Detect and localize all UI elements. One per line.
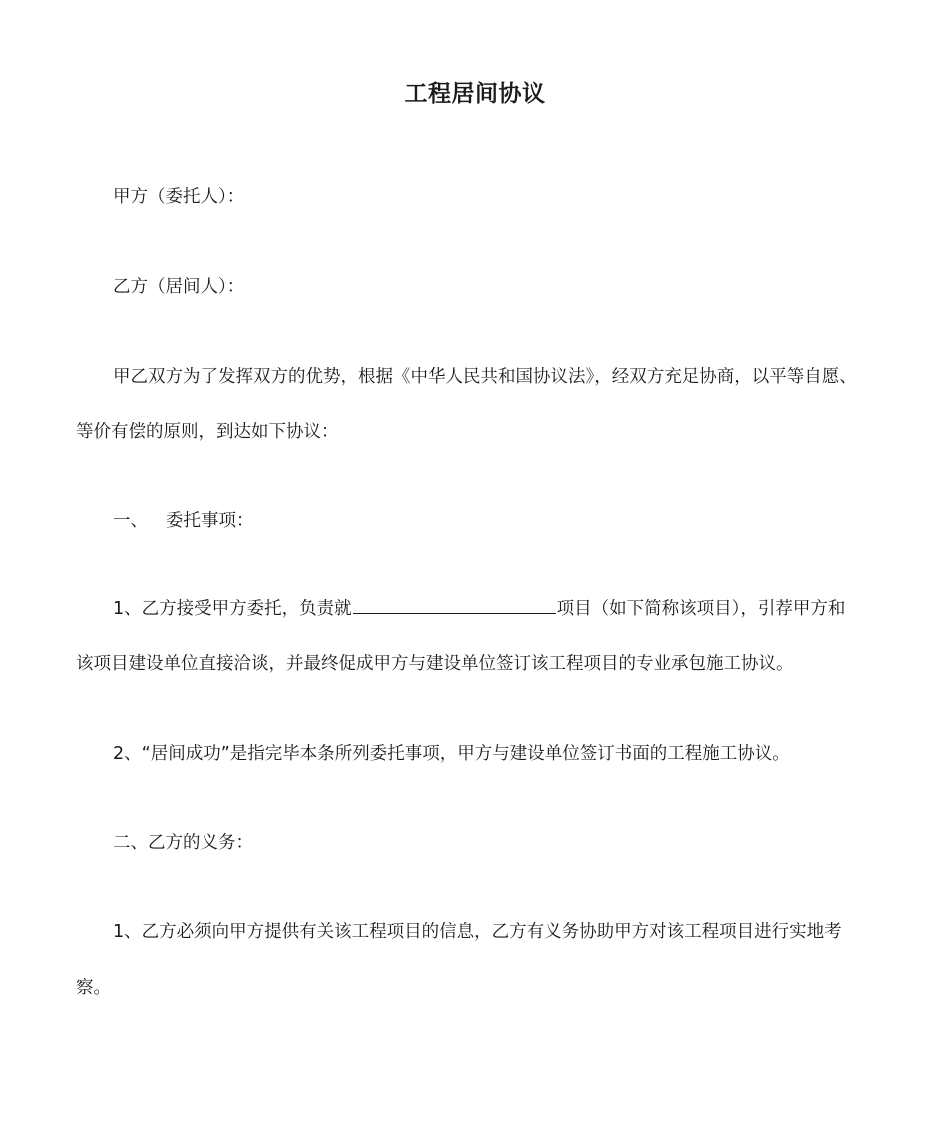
clause-1-1-line-1: [113, 597, 845, 621]
project-name-blank: [353, 597, 556, 614]
clause-1-1-line-2: 该项目建设单位直接洽谈，并最终促成甲方与建设单位签订该工程项目的专业承包施工协议。: [76, 654, 794, 674]
section-1-heading: [113, 509, 254, 533]
clause-1-1-prefix: 1、乙方接受甲方委托，负责就: [113, 599, 352, 619]
clause-1-1-suffix: 项目（如下简称该项目），引荐甲方和: [556, 599, 846, 619]
clause-2-1-line-2: 察。: [76, 978, 111, 998]
preamble-line-2: 等价有偿的原则，到达如下协议：: [76, 422, 339, 442]
section-2-heading: 二、乙方的义务：: [113, 833, 253, 853]
section-1-title: 委托事项：: [166, 511, 254, 531]
party-b-label: 乙方（居间人）：: [113, 277, 245, 297]
clause-1-2: 2、“居间成功”是指完毕本条所列委托事项，甲方与建设单位签订书面的工程施工协议。: [113, 744, 790, 764]
section-1-number: 一、: [113, 511, 148, 531]
document-title: 工程居间协议: [404, 81, 546, 107]
party-a-label: 甲方（委托人）：: [113, 187, 245, 207]
preamble-line-1: 甲乙双方为了发挥双方的优势，根据《中华人民共和国协议法》，经双方充足协商，以平等自愿、: [113, 367, 857, 387]
clause-2-1-line-1: 1、乙方必须向甲方提供有关该工程项目的信息，乙方有义务协助甲方对该工程项目进行实地考: [113, 922, 842, 942]
